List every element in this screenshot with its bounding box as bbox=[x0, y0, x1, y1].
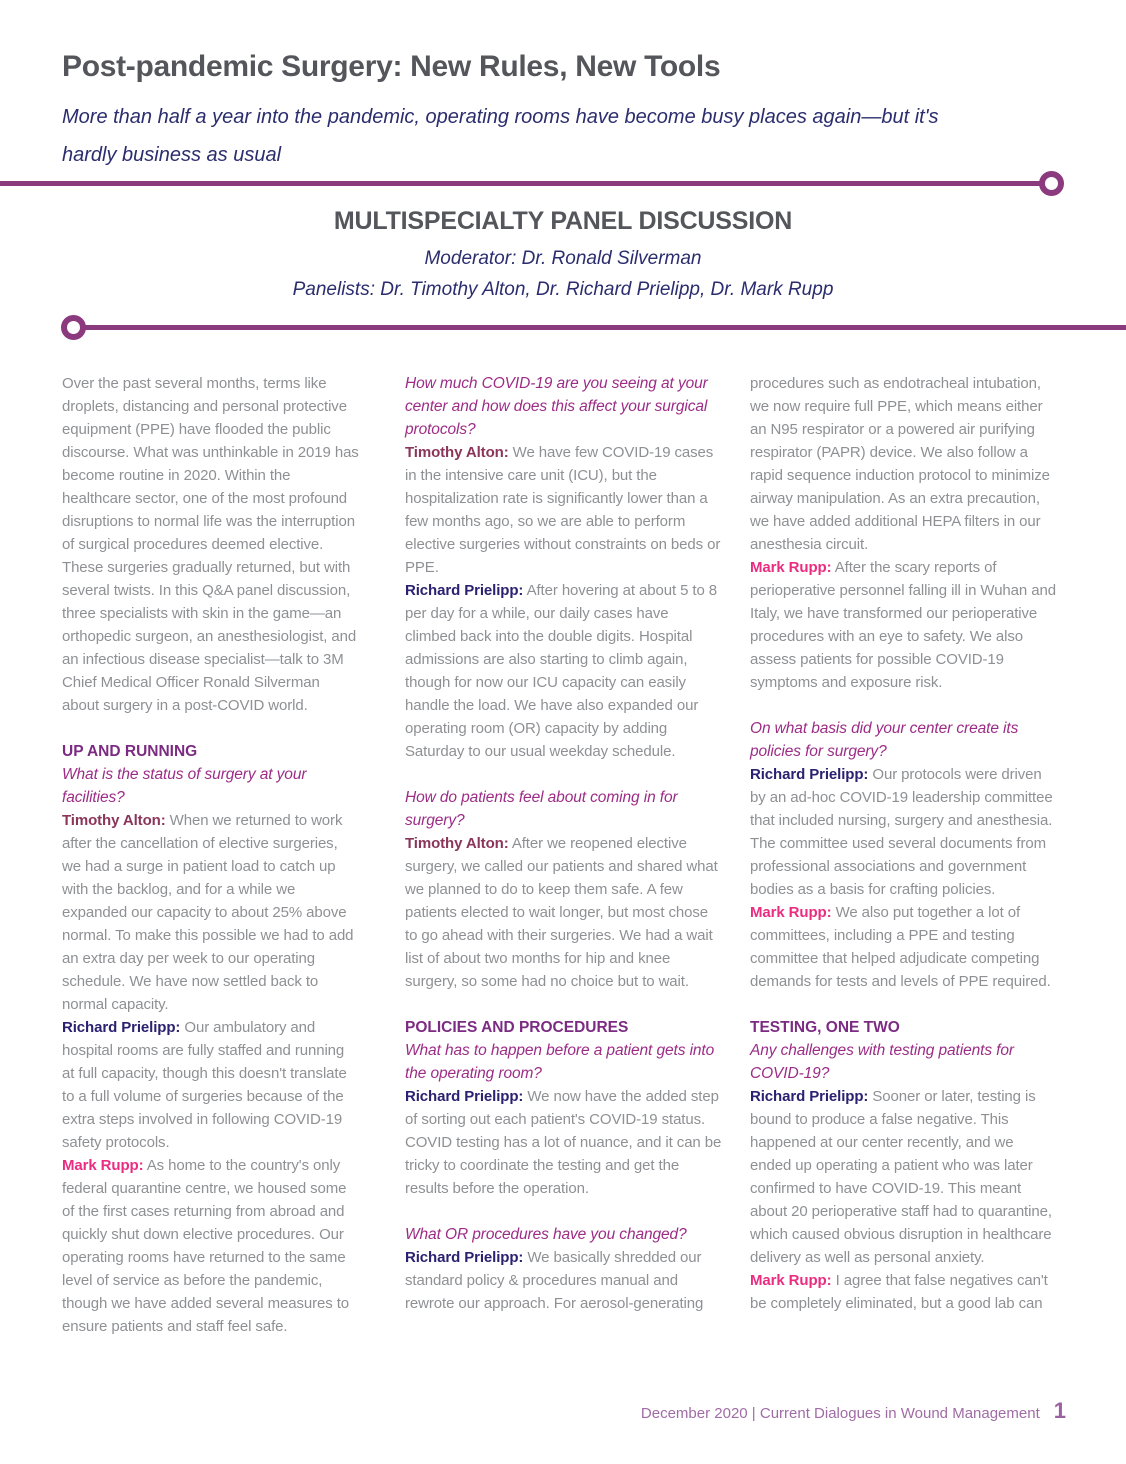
footer-text: December 2020 | Current Dialogues in Wound Management bbox=[640, 1405, 1040, 1422]
panel-panelists: Panelists: Dr. Timothy Alton, Dr. Richard Prielipp, Dr. Mark Rupp bbox=[292, 279, 834, 300]
panel-moderator: Moderator: Dr. Ronald Silverman bbox=[424, 248, 702, 269]
question-text: How do patients feel about coming in for surgery? bbox=[405, 789, 678, 829]
article-columns bbox=[62, 372, 1058, 1338]
page-subtitle: More than half a year into the pandemic, operating rooms have become busy places again—but it's hardly business as usual bbox=[62, 106, 939, 166]
speech-paragraph: Richard Prielipp: Our ambulatory and hospital rooms are fully staffed and running at full capacity, though this doesn't translate to a full volume of surgeries because of the extra steps involved in following COVID-19 safety protocols. bbox=[62, 1019, 347, 1151]
speech-paragraph: Richard Prielipp: We basically shredded our standard policy & procedures manual and rewrote our approach. For aerosol-generating bbox=[405, 1249, 704, 1312]
question-text: How much COVID-19 are you seeing at your center and how does this affect your surgical protocols? bbox=[405, 375, 708, 438]
section-heading: TESTING, ONE TWO bbox=[750, 1019, 900, 1036]
question-text: What OR procedures have you changed? bbox=[405, 1226, 687, 1243]
paragraph-spacer bbox=[750, 993, 1058, 1016]
speaker-name: Richard Prielipp: bbox=[62, 1019, 181, 1036]
column-1 bbox=[62, 372, 360, 1338]
question-text: What is the status of surgery at your facilities? bbox=[62, 766, 307, 806]
speech-paragraph: Timothy Alton: After we reopened elective surgery, we called our patients and shared what we planned to do to keep them safe. A few patients elected to wait longer, but most chose to go ahead with their surgeries. We had a wait list of about two months for hip and knee surgery, so some had no choice but to wait. bbox=[405, 835, 718, 990]
speaker-name: Mark Rupp: bbox=[750, 904, 832, 921]
speaker-name: Mark Rupp: bbox=[750, 559, 832, 576]
speaker-name: Timothy Alton: bbox=[405, 835, 509, 852]
paragraph-spacer bbox=[62, 717, 360, 740]
section-heading: UP AND RUNNING bbox=[62, 743, 198, 760]
speaker-name: Richard Prielipp: bbox=[405, 1088, 524, 1105]
article-header bbox=[62, 50, 1022, 174]
paragraph-spacer bbox=[405, 763, 722, 786]
speech-paragraph: Mark Rupp: After the scary reports of perioperative personnel falling ill in Wuhan and Italy, we have transformed our perioperative procedures with an eye to safety. We also assess patients for possible COVID-19 symptoms and exposure risk. bbox=[750, 559, 1056, 691]
question-text: Any challenges with testing patients for COVID-19? bbox=[750, 1042, 1014, 1082]
speaker-name: Richard Prielipp: bbox=[405, 582, 524, 599]
speaker-name: Richard Prielipp: bbox=[750, 766, 869, 783]
page-footer bbox=[641, 1398, 1066, 1424]
divider-line-top bbox=[0, 181, 1040, 186]
paragraph-spacer bbox=[405, 993, 722, 1016]
footer-page-number: 1 bbox=[1053, 1398, 1066, 1423]
speaker-name: Timothy Alton: bbox=[62, 812, 166, 829]
speaker-name: Mark Rupp: bbox=[62, 1157, 144, 1174]
speaker-name: Richard Prielipp: bbox=[750, 1088, 869, 1105]
divider-ring-bottom bbox=[61, 315, 86, 340]
speech-paragraph: Mark Rupp: I agree that false negatives can't be completely eliminated, but a good lab can bbox=[750, 1272, 1048, 1312]
column-2 bbox=[405, 372, 722, 1338]
speech-paragraph: Richard Prielipp: Sooner or later, testing is bound to produce a false negative. This happened at our center recently, and we ended up operating a patient who was later confirmed to have COVID-19. This meant about 20 perioperative staff had to quarantine, which caused obvious disruption in healthcare delivery as well as personal anxiety. bbox=[750, 1088, 1052, 1266]
speech-paragraph: Timothy Alton: We have few COVID-19 cases in the intensive care unit (ICU), but the hospitalization rate is significantly lower than a few months ago, so we are able to perform elective surgeries without constraints on beds or PPE. bbox=[405, 444, 721, 576]
page-title: Post-pandemic Surgery: New Rules, New Tools bbox=[62, 50, 721, 83]
divider-line-bottom bbox=[84, 325, 1126, 330]
speaker-name: Timothy Alton: bbox=[405, 444, 509, 461]
speech-paragraph: Mark Rupp: We also put together a lot of committees, including a PPE and testing committee that helped adjudicate competing demands for tests and levels of PPE required. bbox=[750, 904, 1051, 990]
section-heading: POLICIES AND PROCEDURES bbox=[405, 1019, 629, 1036]
speech-paragraph: Richard Prielipp: We now have the added step of sorting out each patient's COVID-19 status. COVID testing has a lot of nuance, and it can be tricky to coordinate the testing and get the results before the operation. bbox=[405, 1088, 722, 1197]
panel-heading: MULTISPECIALTY PANEL DISCUSSION bbox=[333, 207, 793, 235]
speech-paragraph: Richard Prielipp: Our protocols were driven by an ad-hoc COVID-19 leadership committee that included nursing, surgery and anesthesia. The committee used several documents from professional associations and government bodies as a basis for crafting policies. bbox=[750, 766, 1053, 898]
speech-paragraph: Mark Rupp: As home to the country's only federal quarantine centre, we housed some of the first cases returning from abroad and quickly shut down elective procedures. Our operating rooms have returned to the same level of service as before the pandemic, though we have added several measures to ensure patients and staff feel safe. bbox=[62, 1157, 350, 1335]
speaker-name: Mark Rupp: bbox=[750, 1272, 832, 1289]
paragraph: Over the past several months, terms like droplets, distancing and personal protective equipment (PPE) have flooded the public discourse. What was unthinkable in 2019 has become routine in 2020. Within the healthcare sector, one of the most profound disruptions to normal life was the interruption of surgical procedures deemed elective. These surgeries gradually returned, but with several twists. In this Q&A panel discussion, three specialists with skin in the game—an orthopedic surgeon, an anesthesiologist, and an infectious disease specialist—talk to 3M Chief Medical Officer Ronald Silverman about surgery in a post-COVID world. bbox=[62, 375, 359, 714]
speech-paragraph: Richard Prielipp: After hovering at about 5 to 8 per day for a while, our daily cases have climbed back into the double digits. Hospital admissions are also starting to climb again, though for now our ICU capacity can easily handle the load. We have also expanded our operating room (OR) capacity by adding Saturday to our usual weekday schedule. bbox=[405, 582, 718, 760]
speaker-name: Richard Prielipp: bbox=[405, 1249, 524, 1266]
question-text: What has to happen before a patient gets into the operating room? bbox=[405, 1042, 715, 1082]
paragraph-spacer bbox=[405, 1200, 722, 1223]
question-text: On what basis did your center create its policies for surgery? bbox=[750, 720, 1019, 760]
paragraph-spacer bbox=[750, 694, 1058, 717]
divider-ring-top bbox=[1039, 171, 1064, 196]
panel-header bbox=[0, 207, 1126, 310]
paragraph: procedures such as endotracheal intubation, we now require full PPE, which means either an N95 respirator or a powered air purifying respirator (PAPR) device. We also follow a rapid sequence induction protocol to minimize airway manipulation. As an extra precaution, we have added additional HEPA filters in our anesthesia circuit. bbox=[750, 375, 1050, 553]
column-3 bbox=[750, 372, 1058, 1338]
speech-paragraph: Timothy Alton: When we returned to work after the cancellation of elective surgeries, we had a surge in patient load to catch up with the backlog, and for a while we expanded our capacity to about 25% above normal. To make this possible we had to add an extra day per week to our operating schedule. We have now settled back to normal capacity. bbox=[62, 812, 354, 1013]
